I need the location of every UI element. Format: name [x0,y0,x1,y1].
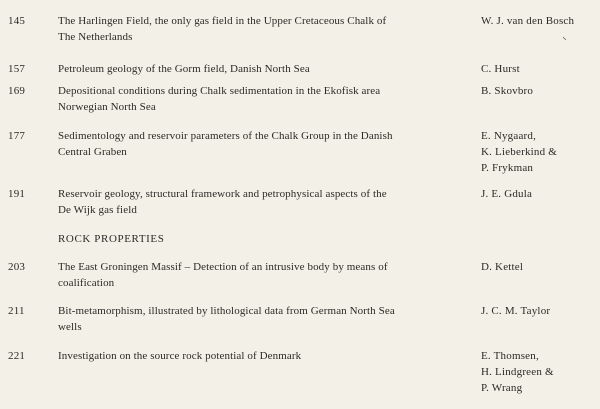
page-number: 191 [8,188,26,200]
author-name: W. J. van den Bosch [481,15,575,27]
author-name: K. Lieberkind & [481,146,558,158]
article-authors [481,348,596,396]
page-number: 221 [8,350,26,362]
author-name: D. Kettel [481,261,524,273]
author-name: J. E. Gdula [481,188,533,200]
title-line: Investigation on the source rock potential of Denmark [58,350,302,362]
article-title [58,83,430,115]
article-title [58,348,430,364]
article-title [58,259,430,291]
page-number: 203 [8,261,26,273]
title-line: De Wijk gas field [58,204,137,216]
title-line: coalification [58,277,115,289]
author-name: C. Hurst [481,63,520,75]
author-name: B. Skovbro [481,85,534,97]
title-line: Depositional conditions during Chalk sedimentation in the Ekofisk area [58,85,381,97]
article-authors [481,13,596,29]
title-line: The Harlingen Field, the only gas field in the Upper Cretaceous Chalk of [58,15,387,27]
author-name: E. Thomsen, [481,350,539,362]
page-number: 169 [8,85,26,97]
author-name: J. C. M. Taylor [481,305,551,317]
article-title [58,61,430,77]
article-authors [481,128,596,176]
title-line: wells [58,321,82,333]
page-number: 211 [8,305,25,317]
page-number: 177 [8,130,26,142]
page-number: 157 [8,63,26,75]
page-number: 145 [8,15,26,27]
author-name: E. Nygaard, [481,130,537,142]
title-line: Central Graben [58,146,127,158]
title-line: Bit-metamorphism, illustrated by lithological data from German North Sea [58,305,395,317]
title-line: Norwegian North Sea [58,101,156,113]
article-title [58,303,430,335]
section-heading: ROCK PROPERTIES [58,233,165,245]
author-name: H. Lindgreen & [481,366,554,378]
article-authors [481,61,596,77]
article-authors [481,259,596,275]
author-name: P. Wrang [481,382,523,394]
article-authors [481,303,596,319]
title-line: Reservoir geology, structural framework and petrophysical aspects of the [58,188,387,200]
title-line: Sedimentology and reservoir parameters of the Chalk Group in the Danish [58,130,393,142]
title-line: Petroleum geology of the Gorm field, Danish North Sea [58,63,310,75]
article-title [58,128,430,160]
print-speck [562,36,567,41]
title-line: The East Groningen Massif – Detection of an intrusive body by means of [58,261,388,273]
article-authors [481,186,596,202]
article-title [58,13,430,45]
article-authors [481,83,596,99]
article-title [58,186,430,218]
title-line: The Netherlands [58,31,133,43]
author-name: P. Frykman [481,162,534,174]
